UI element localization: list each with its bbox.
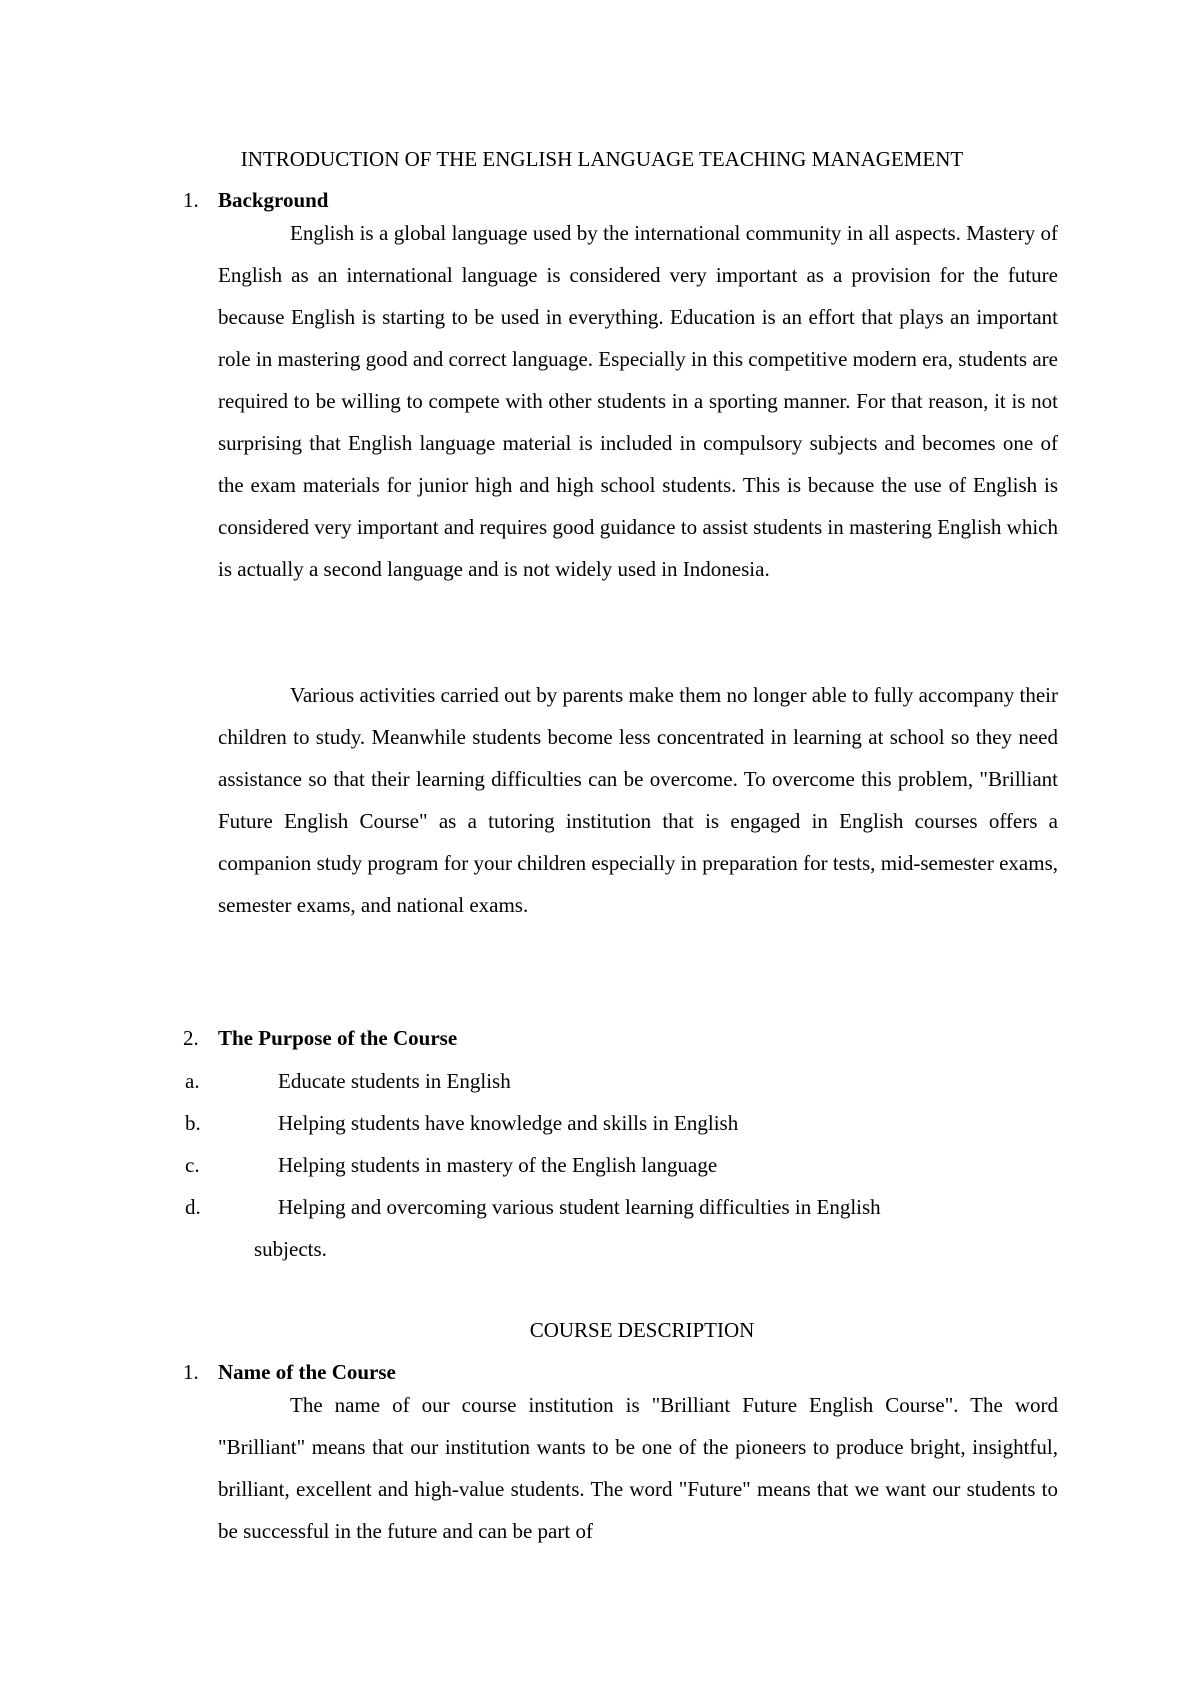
section-heading-purpose: The Purpose of the Course — [218, 1026, 458, 1050]
section-heading-background: Background — [218, 188, 329, 212]
list-item-text: Helping students in mastery of the English language — [278, 1153, 718, 1177]
list-item-letter: c. — [185, 1153, 200, 1177]
list-item-text: Educate students in English — [278, 1069, 511, 1093]
section-number: 2. — [183, 1026, 199, 1050]
list-item-letter: d. — [185, 1195, 201, 1219]
background-paragraph-2: Various activities carried out by parents make them no longer able to fully accompany their children to study. Meanwhile students become less concentrated in learning at school so they need assistance so that their learning difficulties can be overcome. To overcome this problem, "Brilliant Future English Course" as a tutoring institution that is engaged in English courses offers a companion study program for your children especially in preparation for tests, mid-semester exams, semester exams, and national exams. — [218, 683, 1058, 917]
section-heading-name-of-course: Name of the Course — [218, 1360, 396, 1384]
section-number: 1. — [183, 188, 199, 212]
background-paragraph-1: English is a global language used by the international community in all aspects. Mastery of English as an international language is considered very important as a provision for the future because English is starting to be used in everything. Education is an effort that plays an important role in mastering good and correct language. Especially in this competitive modern era, students are required to be willing to compete with other students in a sporting manner. For that reason, it is not surprising that English language material is included in compulsory subjects and becomes one of the exam materials for junior high and high school students. This is because the use of English is considered very important and requires good guidance to assist students in mastering English which is actually a second language and is not widely used in Indonesia. — [218, 221, 1058, 581]
section-number: 1. — [183, 1360, 199, 1384]
document-title: INTRODUCTION OF THE ENGLISH LANGUAGE TEACHING MANAGEMENT — [240, 147, 964, 171]
list-item-continuation: subjects. — [254, 1237, 327, 1261]
list-item-text: Helping students have knowledge and skills in English — [278, 1111, 739, 1135]
list-item-letter: a. — [185, 1069, 200, 1093]
name-of-course-paragraph: The name of our course institution is "Brilliant Future English Course". The word "Brilliant" means that our institution wants to be one of the pioneers to produce bright, insightful, brilliant, excellent and high-value students. The word "Future" means that we want our students to be successful in the future and can be part of — [218, 1393, 1058, 1543]
list-item-text: Helping and overcoming various student learning difficulties in English — [278, 1195, 881, 1219]
course-description-heading: COURSE DESCRIPTION — [529, 1318, 755, 1342]
list-item-letter: b. — [185, 1111, 201, 1135]
